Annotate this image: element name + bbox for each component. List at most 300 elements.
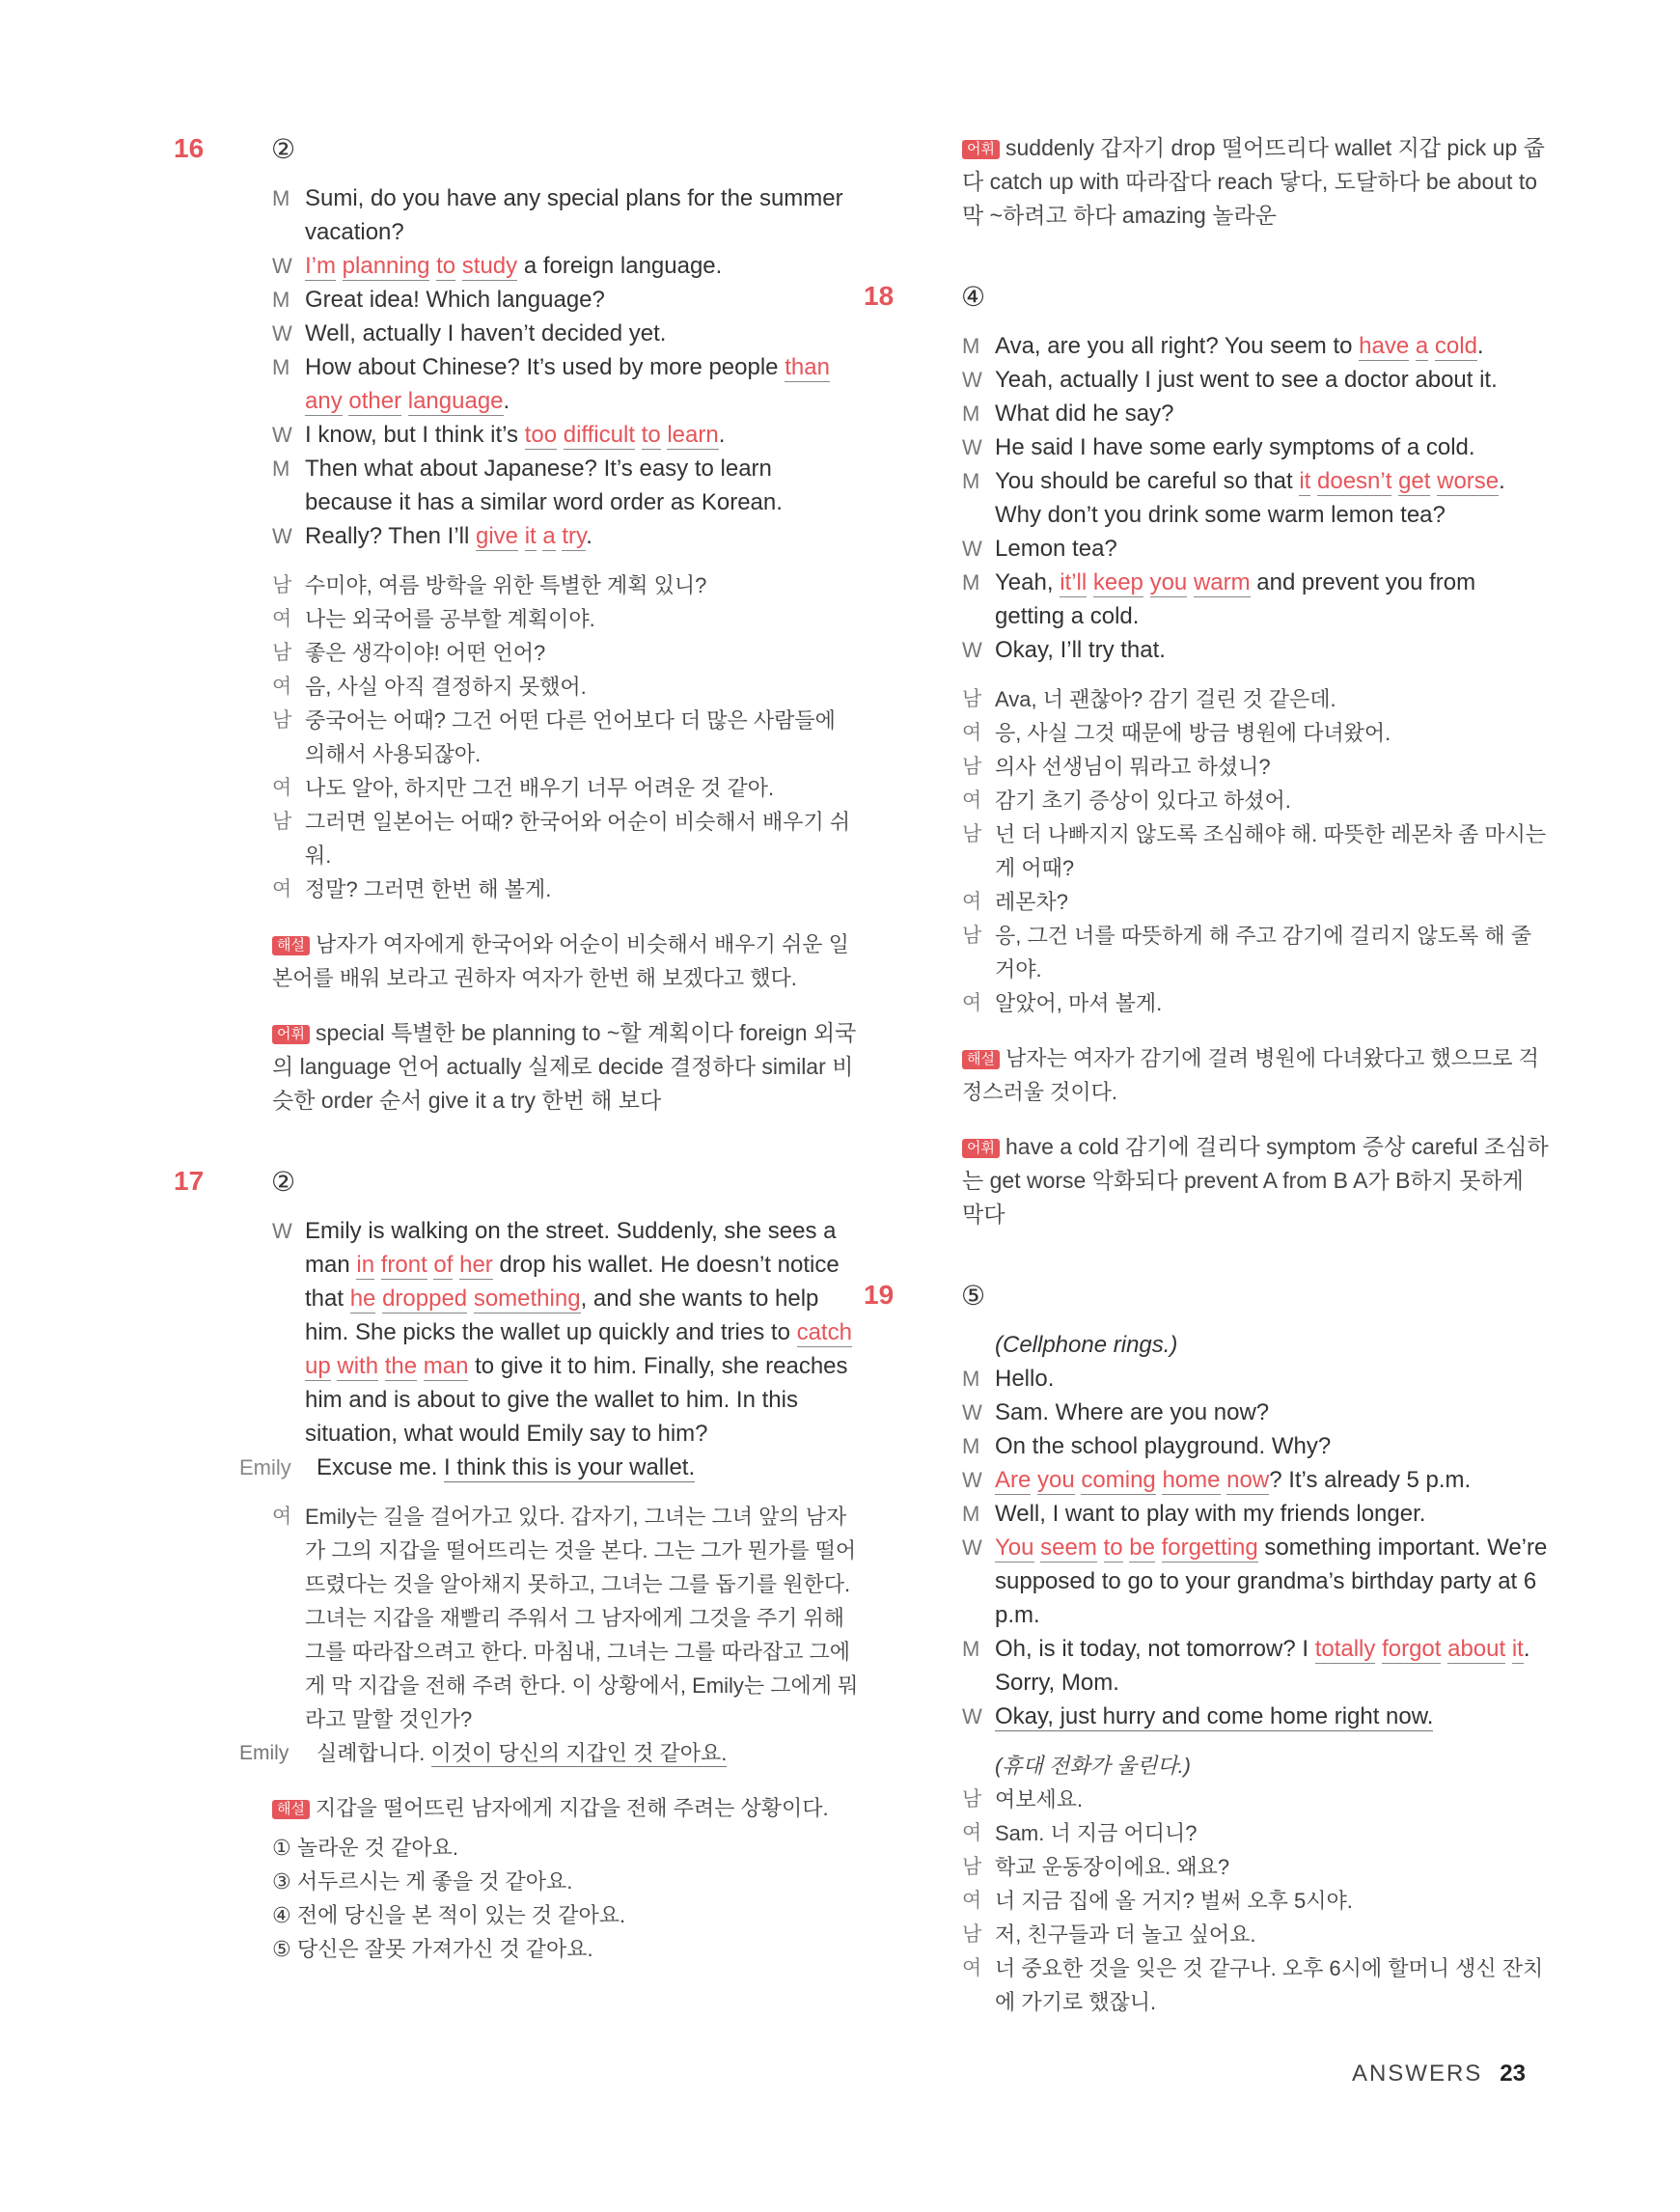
text-segment: Okay, I’ll try that. <box>995 637 1166 663</box>
speaker-label: 남 <box>272 642 292 664</box>
text-segment: Then what about Japanese? It’s easy to learn because it has a similar word order as Korean. <box>305 456 783 515</box>
explanation-text: 남자는 여자가 감기에 걸려 병원에 다녀왔다고 했으므로 걱정스러울 것이다. <box>962 1046 1539 1104</box>
speaker-label: W <box>272 254 292 278</box>
answer-blank: home <box>1162 1467 1221 1493</box>
answer-blank: it <box>1299 468 1311 494</box>
korean-line <box>962 750 1549 784</box>
speaker-label <box>962 1749 995 1783</box>
dialogue-line <box>962 1497 1549 1531</box>
explanation-badge: 해설 <box>962 1050 1000 1069</box>
text-segment <box>1087 569 1093 595</box>
line-text <box>995 1700 1549 1733</box>
speaker-label: W <box>272 321 292 346</box>
text-segment <box>336 253 343 279</box>
speaker-label: 여 <box>962 1822 982 1844</box>
text-segment <box>1505 1636 1512 1662</box>
speaker-label: M <box>272 186 290 210</box>
text-segment: How about Chinese? It’s used by more people <box>305 354 785 380</box>
answer-blank: language <box>407 388 504 414</box>
text-segment: 감기 초기 증상이 있다고 하셨어. <box>995 788 1291 813</box>
line-text <box>305 519 861 553</box>
korean-translation <box>272 568 861 906</box>
text-segment: 너 중요한 것을 잊은 것 같구나. 오후 6시에 할머니 생신 잔치에 가기로 했잖니. <box>995 1956 1544 2014</box>
text-segment: Lemon tea? <box>995 536 1117 562</box>
korean-line <box>962 885 1549 919</box>
speaker-label: W <box>272 1219 292 1243</box>
line-text <box>995 1463 1549 1497</box>
speaker-label: W <box>962 435 982 459</box>
text-segment: He said I have some early symptoms of a cold. <box>995 434 1475 460</box>
text-segment: 의사 선생님이 뭐라고 하셨니? <box>995 755 1271 779</box>
problem-header <box>174 131 861 178</box>
text-segment: Yeah, actually I just went to see a doctor about it. <box>995 367 1498 393</box>
answer-blank: to <box>1103 1535 1123 1561</box>
explanation-text: 지갑을 떨어뜨린 남자에게 지갑을 전해 주려는 상황이다. <box>315 1796 829 1820</box>
text-segment <box>455 253 462 279</box>
speaker-label: 남 <box>962 823 982 845</box>
speaker-label: W <box>962 368 982 392</box>
line-text <box>995 329 1549 363</box>
speaker-label: 남 <box>962 756 982 778</box>
line-text <box>995 363 1549 397</box>
answer-blank: study <box>461 253 518 279</box>
line-text <box>305 872 861 906</box>
answer-blank: have <box>1359 333 1410 359</box>
line-text <box>995 464 1549 532</box>
answer-blank: of <box>433 1252 454 1278</box>
text-segment: 알았어, 마셔 볼게. <box>995 991 1163 1015</box>
line-text <box>305 602 861 636</box>
line-text <box>305 704 861 771</box>
speaker-label: M <box>962 1502 980 1526</box>
speaker-label: M <box>272 288 290 312</box>
problem-19 <box>864 1278 1549 2019</box>
answer-blank: in <box>356 1252 375 1278</box>
korean-translation <box>962 1749 1549 2019</box>
korean-translation <box>962 682 1549 1020</box>
answer-blank: other <box>348 388 402 414</box>
choice-translations <box>272 1831 861 1966</box>
line-text <box>305 1214 861 1451</box>
dialogue-line <box>272 452 861 519</box>
answer-blank: to <box>641 422 661 448</box>
line-text <box>995 1429 1549 1463</box>
text-segment <box>467 1286 474 1312</box>
korean-line <box>272 1500 861 1736</box>
answer-underline: I think this is your wallet. <box>444 1454 696 1480</box>
answer-underline: 이것이 당신의 지갑인 것 같아요. <box>430 1741 728 1765</box>
english-dialogue <box>962 329 1549 667</box>
vocabulary <box>962 131 1549 233</box>
dialogue-line <box>962 1328 1549 1362</box>
answer-blank: be <box>1129 1535 1155 1561</box>
text-segment: Ava, 너 괜찮아? 감기 걸린 것 같은데. <box>995 687 1336 711</box>
dialogue-line <box>962 363 1549 397</box>
speaker-label: Emily <box>239 1455 291 1479</box>
text-segment <box>518 523 525 549</box>
korean-translation <box>239 1500 861 1770</box>
answer-blank: seem <box>1040 1535 1097 1561</box>
speaker-label: M <box>962 1434 980 1458</box>
dialogue-line <box>272 317 861 350</box>
korean-line <box>962 1816 1549 1850</box>
text-segment <box>1155 1535 1162 1561</box>
line-text <box>995 1951 1549 2019</box>
answer-blank: it <box>524 523 537 549</box>
korean-line <box>962 1918 1549 1951</box>
answer-blank: coming <box>1081 1467 1156 1493</box>
text-segment <box>378 1353 385 1379</box>
speaker-label: 여 <box>272 878 292 900</box>
vocab-badge: 어휘 <box>962 1139 1000 1158</box>
line-text <box>305 568 861 602</box>
choice-item: ③ 서두르시는 게 좋을 것 같아요. <box>272 1869 573 1894</box>
answer-mark: ④ <box>961 282 986 312</box>
text-segment: Oh, is it today, not tomorrow? I <box>995 1636 1315 1662</box>
line-text <box>995 1850 1549 1884</box>
question-number: 17 <box>174 1166 205 1196</box>
speaker-label: W <box>962 1400 982 1424</box>
text-segment: What did he say? <box>995 401 1174 427</box>
problem-18 <box>864 279 1549 1231</box>
speaker-label: 남 <box>962 1923 982 1946</box>
text-segment: . Why don’t you drink some warm lemon tea? <box>995 468 1505 528</box>
text-segment <box>1187 569 1194 595</box>
text-segment: Sam. 너 지금 어디니? <box>995 1821 1198 1845</box>
speaker-label: W <box>962 1468 982 1492</box>
answer-blank: doesn’t <box>1317 468 1392 494</box>
speaker-label: M <box>962 469 980 493</box>
korean-line <box>239 1736 861 1770</box>
speaker-label: 여 <box>272 1506 292 1528</box>
text-segment: You should be careful so that <box>995 468 1300 494</box>
answer-blank: now <box>1226 1467 1270 1493</box>
answer-blank: it’ll <box>1060 569 1088 595</box>
line-text <box>995 1918 1549 1951</box>
line-text <box>317 1736 861 1770</box>
text-segment: 실례합니다. <box>317 1741 431 1765</box>
problem-17 <box>174 1164 861 1966</box>
dialogue-line <box>272 181 861 249</box>
speaker-label: W <box>962 1535 982 1560</box>
text-segment: a foreign language. <box>517 253 723 279</box>
dialogue-line <box>962 430 1549 464</box>
text-segment: . <box>586 523 592 549</box>
korean-line <box>272 602 861 636</box>
line-text <box>995 532 1549 566</box>
answer-blank: forgetting <box>1161 1535 1258 1561</box>
dialogue-line <box>962 1362 1549 1396</box>
line-text <box>995 1531 1549 1632</box>
text-segment: 정말? 그러면 한번 해 볼게. <box>305 877 552 901</box>
dialogue-line <box>962 1632 1549 1700</box>
answer-blank: warm <box>1193 569 1251 595</box>
speaker-label: 여 <box>962 1890 982 1912</box>
explanation-badge: 해설 <box>272 936 310 955</box>
answer-blank: get <box>1398 468 1431 494</box>
korean-line <box>272 805 861 872</box>
problem-vocab-continued <box>895 131 1549 233</box>
korean-line <box>962 716 1549 750</box>
answer-blank: a <box>1415 333 1429 359</box>
footer-label: ANSWERS <box>1351 2060 1483 2087</box>
speaker-label: W <box>962 638 982 662</box>
speaker-label: W <box>962 537 982 561</box>
line-text <box>305 181 861 249</box>
line-text <box>995 633 1549 667</box>
dialogue-line <box>962 1429 1549 1463</box>
problem-header <box>864 1278 1549 1324</box>
korean-line <box>962 919 1549 986</box>
line-text <box>305 249 861 283</box>
text-segment: Sumi, do you have any special plans for the summer vacation? <box>305 185 843 245</box>
right-column <box>864 131 1549 2065</box>
vocab-text: have a cold 감기에 걸리다 symptom 증상 careful 조심하는 get worse 악화되다 prevent A from B A가 B하지 못하게 막다 <box>962 1134 1549 1227</box>
choice-item: ④ 전에 당신을 본 적이 있는 것 같아요. <box>272 1903 626 1927</box>
dialogue-line <box>239 1451 861 1484</box>
answer-blank: a <box>542 523 556 549</box>
answer-mark: ② <box>271 134 296 164</box>
korean-line <box>962 784 1549 817</box>
korean-line <box>962 1884 1549 1918</box>
speaker-label: M <box>962 1367 980 1391</box>
text-segment: Ava, are you all right? You seem to <box>995 333 1360 359</box>
text-segment: 나도 알아, 하지만 그건 배우기 너무 어려운 것 같아. <box>305 776 775 800</box>
line-text <box>995 817 1549 885</box>
answer-blank: the <box>384 1353 418 1379</box>
korean-line <box>272 872 861 906</box>
vocab-text: special 특별한 be planning to ~할 계획이다 foreign 외국의 language 언어 actually 실제로 decide 결정하다 similar 비슷한 order 순서 give it a try 한번 해 보다 <box>272 1020 857 1113</box>
text-segment: Emily is walking on the street. Suddenly, she sees a man <box>305 1218 837 1278</box>
korean-line <box>962 1749 1549 1783</box>
answer-blank: front <box>380 1252 427 1278</box>
problem-header <box>864 279 1549 325</box>
answer-underline: Okay, just hurry and come home right now. <box>995 1703 1434 1729</box>
korean-line <box>272 568 861 602</box>
dialogue-line <box>962 329 1549 363</box>
english-dialogue <box>962 1328 1549 1733</box>
text-segment: . Sorry, Mom. <box>995 1636 1530 1696</box>
problem-header <box>174 1164 861 1210</box>
line-text <box>305 418 861 452</box>
text-segment: drop his wallet. He doesn’t notice that <box>305 1252 840 1312</box>
text-segment: On the school playground. Why? <box>995 1433 1332 1459</box>
line-text <box>995 1396 1549 1429</box>
line-text <box>995 430 1549 464</box>
answer-blank: cold <box>1434 333 1477 359</box>
korean-line <box>272 771 861 805</box>
text-segment: Emily는 길을 걸어가고 있다. 갑자기, 그녀는 그녀 앞의 남자가 그의 지갑을 떨어뜨리는 것을 본다. 그는 그가 뭔가를 떨어뜨렸다는 것을 알아채지 못하고, 그녀는 그를 돕기를 원한다. 그녀는 지갑을 재빨리 주워서 그 남자에게 그것을 주기 위해 그를 따라잡으려고 한다. 마침내, 그녀는 그를 따라잡고 그에게 막 지갑을 전해 주려 한다. 이 상황에서, Emily는 그에게 뭐라고 말할 것인가? <box>305 1505 859 1731</box>
speaker-label: 여 <box>272 777 292 799</box>
line-text <box>305 317 861 350</box>
speaker-label: M <box>962 570 980 594</box>
line-text <box>995 784 1549 817</box>
text-segment <box>374 1252 381 1278</box>
text-segment: Really? Then I’ll <box>305 523 476 549</box>
speaker-label: M <box>272 456 290 481</box>
answer-mark: ② <box>271 1167 296 1197</box>
dialogue-line <box>962 1700 1549 1733</box>
answer-mark: ⑤ <box>961 1281 986 1311</box>
answer-blank: I’m <box>305 253 336 279</box>
text-segment <box>635 422 642 448</box>
text-segment: 수미야, 여름 방학을 위한 특별한 계획 있니? <box>305 573 707 597</box>
korean-line <box>962 1850 1549 1884</box>
answer-blank: than <box>785 354 830 380</box>
dialogue-line <box>272 283 861 317</box>
speaker-label: W <box>962 1704 982 1728</box>
text-segment: . <box>1476 333 1484 359</box>
line-text <box>305 1500 861 1736</box>
dialogue-line <box>962 566 1549 633</box>
text-segment: Great idea! Which language? <box>305 287 605 313</box>
explanation-text: 남자가 여자에게 한국어와 어순이 비슷해서 배우기 쉬운 일본어를 배워 보라고 권하자 여자가 한번 해 보겠다고 했다. <box>272 932 849 990</box>
text-segment: 응, 사실 그것 때문에 방금 병원에 다녀왔어. <box>995 721 1391 745</box>
line-text <box>995 682 1549 716</box>
answer-blank: to <box>436 253 456 279</box>
dialogue-line <box>272 249 861 283</box>
line-text <box>995 885 1549 919</box>
speaker-label: 여 <box>962 789 982 812</box>
answer-blank: too <box>524 422 558 448</box>
line-text <box>995 1632 1549 1700</box>
line-text <box>995 1816 1549 1850</box>
line-text <box>995 1497 1549 1531</box>
line-text <box>995 750 1549 784</box>
korean-line <box>962 986 1549 1020</box>
text-segment: . <box>503 388 510 414</box>
speaker-label: Emily <box>239 1742 289 1764</box>
speaker-label: 여 <box>962 891 982 913</box>
line-text <box>995 1884 1549 1918</box>
text-segment <box>401 388 408 414</box>
line-text <box>995 716 1549 750</box>
speaker-label: 여 <box>272 676 292 698</box>
korean-line <box>962 682 1549 716</box>
text-segment: 저, 친구들과 더 놀고 싶어요. <box>995 1922 1256 1947</box>
explanation <box>272 1791 861 1825</box>
line-text <box>305 805 861 872</box>
line-text <box>995 1783 1549 1816</box>
text-segment: something important. We’re supposed to go to your grandma’s birthday party at 6 p.m. <box>995 1535 1548 1628</box>
speaker-label: 여 <box>962 722 982 744</box>
text-segment: and prevent you from getting a cold. <box>995 569 1476 629</box>
answer-blank: forgot <box>1382 1636 1442 1662</box>
text-segment: 레몬차? <box>995 890 1068 914</box>
choice-item: ① 놀라운 것 같아요. <box>272 1836 458 1860</box>
stage-direction: (휴대 전화가 울린다.) <box>995 1754 1192 1778</box>
answer-blank: it <box>1511 1636 1524 1662</box>
korean-line <box>962 1783 1549 1816</box>
text-segment: Hello. <box>995 1366 1055 1392</box>
page-footer <box>1352 2060 1526 2088</box>
speaker-label: M <box>962 334 980 358</box>
dialogue-line <box>272 1214 861 1451</box>
dialogue-line <box>272 350 861 418</box>
answer-blank: about <box>1447 1636 1506 1662</box>
answer-blank: with <box>337 1353 379 1379</box>
line-text <box>995 1362 1549 1396</box>
answer-blank: you <box>1037 1467 1075 1493</box>
speaker-label: M <box>962 401 980 426</box>
answer-blank: catch <box>796 1319 852 1345</box>
answer-blank: You <box>995 1535 1034 1561</box>
speaker-label: 남 <box>272 709 292 732</box>
problem-16 <box>174 131 861 1118</box>
text-segment: 응, 그건 너를 따뜻하게 해 주고 감기에 걸리지 않도록 해 줄 거야. <box>995 924 1532 982</box>
line-text <box>995 397 1549 430</box>
korean-line <box>272 704 861 771</box>
speaker-label: 남 <box>272 574 292 596</box>
line-text <box>995 986 1549 1020</box>
dialogue-line <box>962 1396 1549 1429</box>
korean-line <box>272 670 861 704</box>
line-text <box>317 1451 861 1484</box>
answer-blank: man <box>423 1353 469 1379</box>
vocab-badge: 어휘 <box>272 1025 310 1044</box>
text-segment <box>417 1353 424 1379</box>
line-text <box>305 452 861 519</box>
korean-line <box>272 636 861 670</box>
line-text <box>305 283 861 317</box>
speaker-label: 남 <box>962 1788 982 1811</box>
text-segment: I know, but I think it’s <box>305 422 525 448</box>
text-segment <box>1143 569 1150 595</box>
text-segment: 학교 운동장이에요. 왜요? <box>995 1855 1230 1879</box>
page-number: 23 <box>1500 2060 1526 2087</box>
answer-blank: you <box>1149 569 1188 595</box>
text-segment <box>1409 333 1416 359</box>
line-text <box>995 919 1549 986</box>
english-dialogue <box>272 181 861 553</box>
speaker-label: M <box>962 1637 980 1661</box>
answer-blank: he <box>349 1286 376 1312</box>
question-number: 19 <box>864 1280 895 1310</box>
text-segment: 중국어는 어때? 그건 어떤 다른 언어보다 더 많은 사람들에 의해서 사용되잖아. <box>305 708 836 766</box>
speaker-label: 남 <box>272 811 292 833</box>
english-dialogue <box>239 1214 861 1484</box>
text-segment: . <box>718 422 726 448</box>
answer-blank: any <box>305 388 343 414</box>
answer-blank: learn <box>667 422 719 448</box>
explanation-badge: 해설 <box>272 1800 310 1819</box>
explanation <box>272 927 861 995</box>
line-text <box>305 771 861 805</box>
line-text <box>305 670 861 704</box>
speaker-label: 남 <box>962 925 982 947</box>
answer-blank: keep <box>1092 569 1143 595</box>
dialogue-line <box>272 519 861 553</box>
speaker-label: M <box>272 355 290 379</box>
speaker-label: 여 <box>272 608 292 630</box>
text-segment: ? It’s already 5 p.m. <box>1269 1467 1472 1493</box>
text-segment: 좋은 생각이야! 어떤 언어? <box>305 641 546 665</box>
text-segment <box>557 422 564 448</box>
question-number: 18 <box>864 281 895 311</box>
answer-blank: difficult <box>563 422 635 448</box>
speaker-label <box>962 1328 995 1362</box>
text-segment: 너 지금 집에 올 거지? 벌써 오후 5시야. <box>995 1889 1353 1913</box>
answer-blank: something <box>473 1286 581 1312</box>
answer-blank: planning <box>342 253 430 279</box>
text-segment: 여보세요. <box>995 1787 1084 1811</box>
line-text <box>305 350 861 418</box>
korean-line <box>962 1951 1549 2019</box>
text-segment: 나는 외국어를 공부할 계획이야. <box>305 607 595 631</box>
dialogue-line <box>962 1463 1549 1497</box>
speaker-label: 남 <box>962 1856 982 1878</box>
text-segment <box>1428 333 1435 359</box>
